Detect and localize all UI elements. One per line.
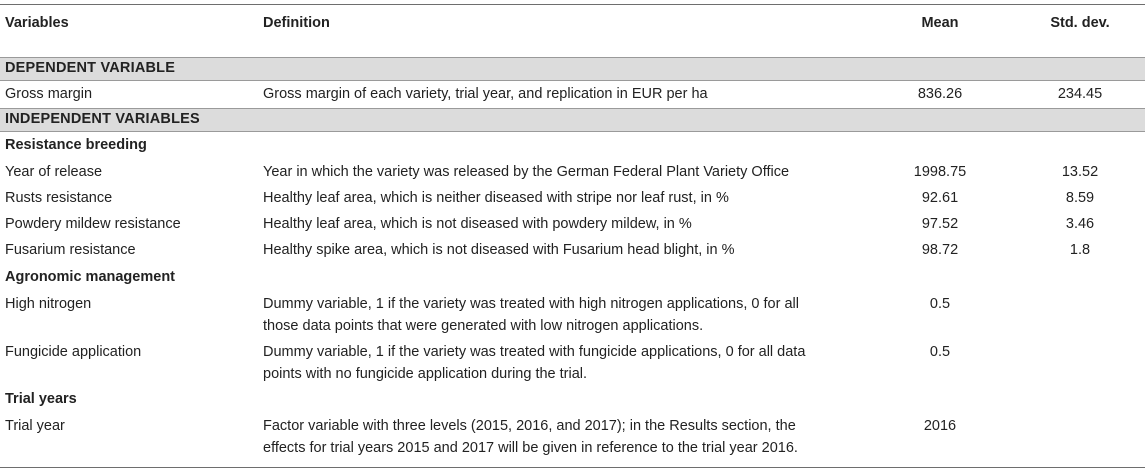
header-mean: Mean bbox=[921, 15, 959, 31]
section-independent-variables bbox=[0, 108, 1145, 132]
variable-name: Year of release bbox=[5, 164, 103, 180]
variable-std-dev: 8.59 bbox=[1065, 190, 1095, 206]
variable-name: Trial year bbox=[5, 418, 65, 434]
variable-mean: 92.61 bbox=[921, 190, 959, 206]
section-label: DEPENDENT VARIABLE bbox=[5, 60, 176, 76]
variable-definition-line-1: Factor variable with three levels (2015, 2016, and 2017); in the Results section, the bbox=[263, 418, 796, 434]
group-label: Trial years bbox=[5, 391, 77, 407]
variable-std-dev: 3.46 bbox=[1065, 216, 1095, 232]
variable-definition: Year in which the variety was released by the German Federal Plant Variety Office bbox=[263, 164, 790, 180]
bottom-rule bbox=[0, 467, 1145, 468]
variable-definition: Healthy leaf area, which is neither diseased with stripe nor leaf rust, in % bbox=[263, 190, 729, 206]
variable-name: Fusarium resistance bbox=[5, 242, 136, 258]
group-label: Resistance breeding bbox=[5, 137, 147, 153]
variable-definition-line-2: points with no fungicide application during the trial. bbox=[263, 366, 588, 382]
variable-mean: 2016 bbox=[923, 418, 957, 434]
variable-name: Gross margin bbox=[5, 86, 93, 102]
variable-mean: 836.26 bbox=[917, 86, 963, 102]
variable-definition-line-1: Dummy variable, 1 if the variety was treated with high nitrogen applications, 0 for all bbox=[263, 296, 799, 312]
section-label: INDEPENDENT VARIABLES bbox=[5, 111, 200, 127]
variable-mean: 97.52 bbox=[921, 216, 959, 232]
variable-definition: Healthy spike area, which is not diseased with Fusarium head blight, in % bbox=[263, 242, 735, 258]
variable-name: Rusts resistance bbox=[5, 190, 113, 206]
group-label: Agronomic management bbox=[5, 269, 175, 285]
variable-definition: Healthy leaf area, which is not diseased with powdery mildew, in % bbox=[263, 216, 692, 232]
variable-mean: 0.5 bbox=[929, 296, 951, 312]
header-variables: Variables bbox=[5, 15, 69, 31]
header-std-dev: Std. dev. bbox=[1050, 15, 1110, 31]
table-row-trial-year bbox=[0, 416, 1145, 460]
variable-definition-line-2: those data points that were generated with low nitrogen applications. bbox=[263, 318, 704, 334]
table-row-fungicide-application bbox=[0, 342, 1145, 386]
variable-definition-line-2: effects for trial years 2015 and 2017 will be given in reference to the trial year 2016. bbox=[263, 440, 798, 456]
variable-name: Fungicide application bbox=[5, 344, 142, 360]
header-definition: Definition bbox=[263, 15, 330, 31]
variable-name: High nitrogen bbox=[5, 296, 92, 312]
top-rule bbox=[0, 4, 1145, 5]
variable-mean: 0.5 bbox=[929, 344, 951, 360]
variable-definition: Gross margin of each variety, trial year, and replication in EUR per ha bbox=[263, 86, 708, 102]
variable-mean: 98.72 bbox=[921, 242, 959, 258]
table-row-high-nitrogen bbox=[0, 294, 1145, 338]
variable-std-dev: 13.52 bbox=[1061, 164, 1099, 180]
variable-mean: 1998.75 bbox=[913, 164, 967, 180]
variable-name: Powdery mildew resistance bbox=[5, 216, 181, 232]
section-dependent-variable bbox=[0, 57, 1145, 81]
variable-definition-line-1: Dummy variable, 1 if the variety was treated with fungicide applications, 0 for all data bbox=[263, 344, 806, 360]
variable-std-dev: 234.45 bbox=[1057, 86, 1103, 102]
variable-std-dev: 1.8 bbox=[1069, 242, 1091, 258]
